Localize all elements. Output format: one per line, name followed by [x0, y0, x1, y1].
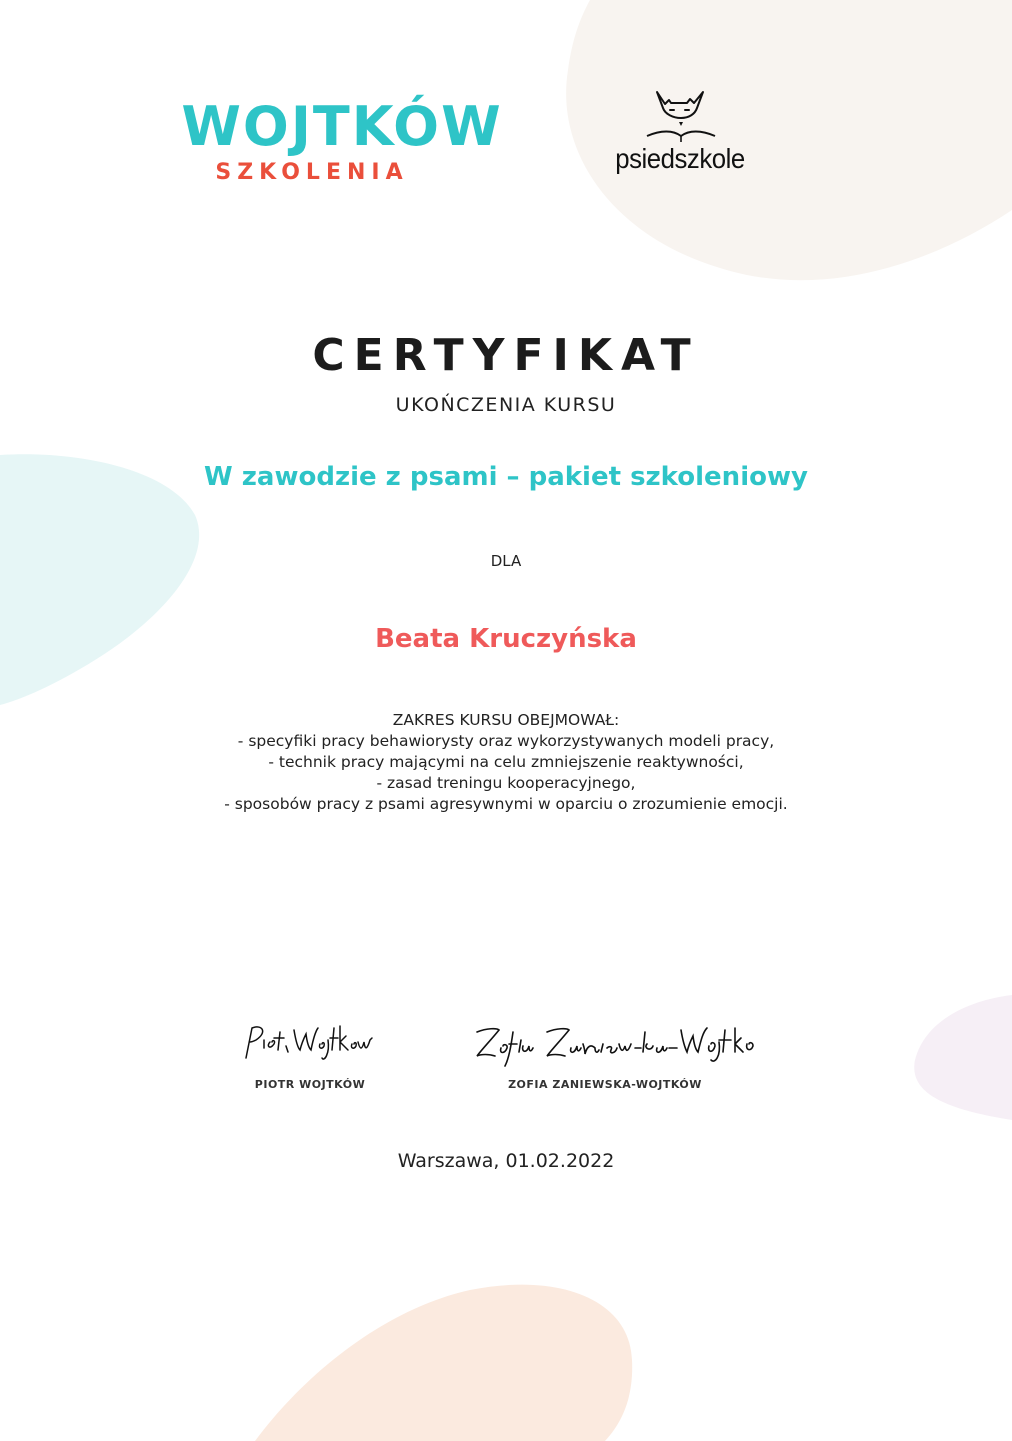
logo-wojtkow-text: WOJTKÓW [181, 95, 503, 158]
scope-item: - zasad treningu kooperacyjnego, [376, 774, 636, 792]
scope-list [0, 731, 1012, 815]
psiedszkole-logo [600, 86, 760, 174]
dog-reading-book-icon [635, 86, 725, 146]
signer-name: PIOTR WOJTKÓW [254, 1078, 366, 1091]
signature-zofia-zaniewska-wojtkow [455, 1018, 755, 1070]
scope-item: - specyfiki pracy behawiorysty oraz wykorzystywanych modeli pracy, [237, 732, 775, 750]
place-and-date: Warszawa, 01.02.2022 [397, 1150, 615, 1172]
for-label: DLA [490, 552, 522, 570]
signature-block-zofia [440, 1018, 770, 1091]
logo-szkolenia-text: SZKOLENIA [215, 160, 409, 185]
wojtkow-szkolenia-logo [172, 95, 512, 186]
recipient-name: Beata Kruczyńska [375, 624, 637, 654]
certificate-title: CERTYFIKAT [312, 330, 700, 381]
scope-item: - sposobów pracy z psami agresywnymi w oparciu o zrozumienie emocji. [224, 795, 788, 813]
signer-name: ZOFIA ZANIEWSKA-WOJTKÓW [508, 1078, 702, 1091]
signature-block-piotr [210, 1018, 410, 1091]
signature-piotr-wojtkow [240, 1018, 380, 1070]
scope-heading: ZAKRES KURSU OBEJMOWAŁ: [392, 711, 620, 729]
logo-psiedszkole-text: psiedszkole [615, 143, 745, 174]
certificate-subtitle: UKOŃCZENIA KURSU [395, 394, 617, 416]
course-scope [0, 710, 1012, 815]
course-name: W zawodzie z psami – pakiet szkoleniowy [204, 462, 808, 492]
scope-item: - technik pracy mającymi na celu zmniejszenie reaktywności, [268, 753, 744, 771]
